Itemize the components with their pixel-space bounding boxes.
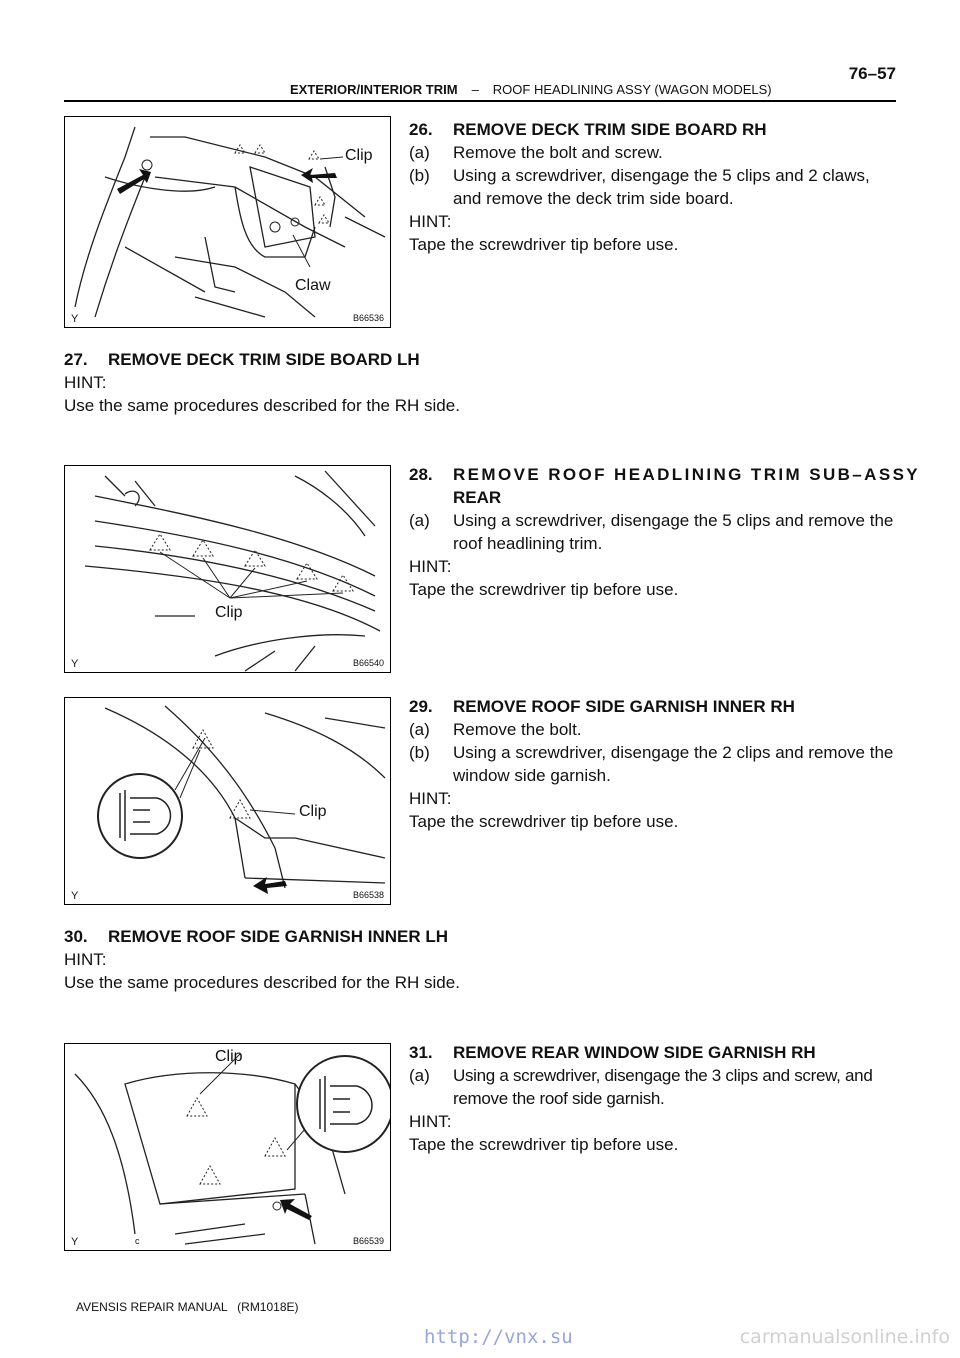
figure-roof-side-garnish	[64, 697, 391, 905]
figure-roof-headlining-trim	[64, 465, 391, 673]
sub-key: (a)	[409, 511, 430, 530]
sub-key: (a)	[409, 1066, 430, 1085]
figure-drawing	[65, 698, 390, 904]
step-title: REMOVE ROOF HEADLINING TRIM SUB–ASSY	[453, 465, 921, 484]
step-31-heading	[409, 1041, 896, 1064]
step-27-heading	[64, 348, 896, 371]
step-28-hint: HINT:	[409, 557, 452, 576]
step-title: REMOVE ROOF SIDE GARNISH INNER LH	[108, 927, 449, 946]
step-title: REMOVE DECK TRIM SIDE BOARD LH	[108, 350, 420, 369]
step-27-hint: HINT:	[64, 373, 107, 392]
figure-deck-trim-side-board	[64, 116, 391, 328]
step-26-hint: HINT:	[409, 212, 452, 231]
step-title: REMOVE REAR WINDOW SIDE GARNISH RH	[453, 1043, 816, 1062]
step-26-a	[409, 141, 896, 164]
figure-drawing	[65, 1044, 390, 1250]
step-30-hint: HINT:	[64, 950, 107, 969]
sub-key: (a)	[409, 143, 430, 162]
y-mark: Y	[71, 890, 79, 902]
step-29-b	[409, 741, 896, 787]
step-31-hint: HINT:	[409, 1112, 452, 1131]
step-30-hint-text: Use the same procedures described for the RH side.	[64, 973, 460, 992]
y-mark: Y	[71, 1236, 79, 1248]
step-28-hint-text: Tape the screwdriver tip before use.	[409, 580, 679, 599]
step-26-heading	[409, 118, 896, 141]
step-number: 30.	[64, 927, 88, 946]
y-mark: Y	[71, 658, 79, 670]
step-title: REMOVE DECK TRIM SIDE BOARD RH	[453, 120, 767, 139]
step-31-a	[409, 1064, 896, 1110]
step-29-hint-text: Tape the screwdriver tip before use.	[409, 812, 679, 831]
step-31-hint-text: Tape the screwdriver tip before use.	[409, 1135, 679, 1154]
sub-text: Using a screwdriver, disengage the 5 clips and 2 claws, and remove the deck trim side board.	[453, 166, 870, 208]
step-28-a	[409, 509, 896, 555]
figure-drawing	[65, 117, 390, 327]
figure-code: B66538	[352, 890, 384, 900]
step-title: REMOVE ROOF SIDE GARNISH INNER RH	[453, 697, 795, 716]
header-title	[290, 82, 772, 97]
figure-code: B66540	[352, 658, 384, 668]
step-28-heading	[409, 463, 921, 509]
small-mark: c	[135, 1236, 140, 1246]
sub-key: (a)	[409, 720, 430, 739]
figure-rear-window-side-garnish	[64, 1043, 391, 1251]
sub-text: Using a screwdriver, disengage the 5 clips and remove the roof headlining trim.	[453, 511, 894, 553]
step-number: 29.	[409, 697, 433, 716]
footer-manual-id: AVENSIS REPAIR MANUAL (RM1018E)	[76, 1300, 299, 1314]
label-claw: Claw	[295, 277, 331, 294]
step-number: 31.	[409, 1043, 433, 1062]
sub-key: (b)	[409, 743, 430, 762]
label-clip: Clip	[345, 147, 373, 164]
step-29-heading	[409, 695, 896, 718]
step-number: 28.	[409, 465, 433, 484]
header-dash: –	[471, 82, 479, 97]
label-clip: Clip	[299, 803, 327, 820]
label-clip: Clip	[215, 604, 243, 621]
figure-code: B66536	[352, 313, 384, 323]
step-title-cont: REAR	[453, 488, 502, 507]
figure-code: B66539	[352, 1236, 384, 1246]
step-number: 27.	[64, 350, 88, 369]
watermark-link[interactable]: http://vnx.su	[424, 1326, 573, 1348]
step-26-hint-text: Tape the screwdriver tip before use.	[409, 235, 679, 254]
sub-text: Using a screwdriver, disengage the 3 clips and screw, and remove the roof side garnish.	[453, 1066, 873, 1108]
step-26-b	[409, 164, 896, 210]
step-30-heading	[64, 925, 896, 948]
header-subject: ROOF HEADLINING ASSY (WAGON MODELS)	[492, 82, 772, 97]
sub-key: (b)	[409, 166, 430, 185]
step-29-a	[409, 718, 896, 741]
figure-drawing	[65, 466, 390, 672]
page-number: 76–57	[848, 64, 896, 83]
step-27-hint-text: Use the same procedures described for the RH side.	[64, 396, 460, 415]
sub-text: Remove the bolt and screw.	[453, 143, 663, 162]
sub-text: Remove the bolt.	[453, 720, 582, 739]
label-clip: Clip	[215, 1048, 243, 1065]
page-header	[64, 62, 896, 102]
sub-text: Using a screwdriver, disengage the 2 clips and remove the window side garnish.	[453, 743, 894, 785]
step-number: 26.	[409, 120, 433, 139]
watermark-site: carmanualsonline.info	[739, 1326, 950, 1348]
header-section: EXTERIOR/INTERIOR TRIM	[290, 82, 458, 97]
step-29-hint: HINT:	[409, 789, 452, 808]
y-mark: Y	[71, 313, 79, 325]
